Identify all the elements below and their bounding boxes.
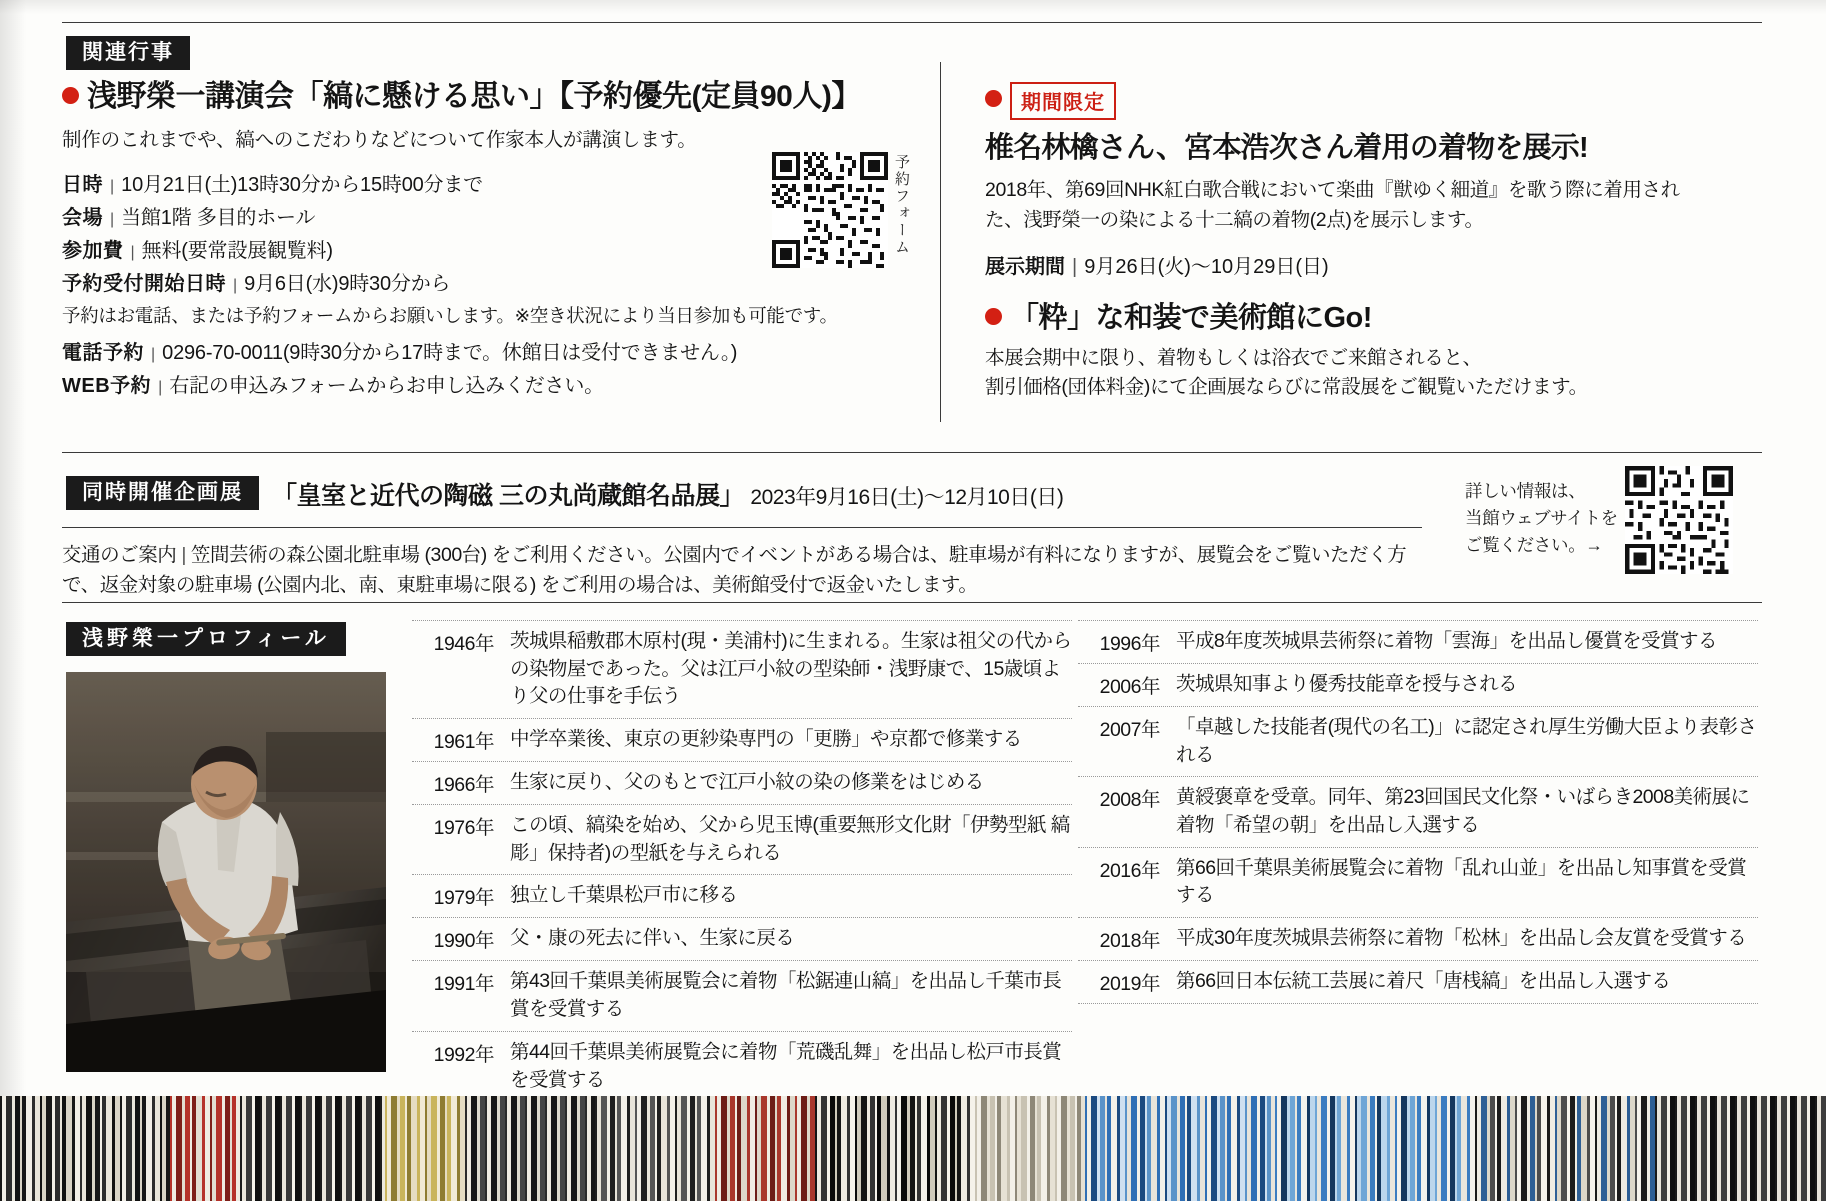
stripe-group (240, 1096, 385, 1201)
chronology-text: 第66回千葉県美術展覧会に着物「乱れ山並」を出品し知事賞を受賞する (1176, 856, 1747, 907)
stripe (1821, 1096, 1826, 1201)
website-note-line-3: ご覧ください。→ (1465, 535, 1603, 556)
chronology-year: 2006年 (1099, 676, 1160, 698)
chronology-year: 1979年 (433, 887, 494, 910)
kimono-discount-body-2: 割引価格(団体料金)にて企画展ならびに常設展をご観覧いただけます。 (985, 376, 1588, 399)
chronology-year: 2019年 (1099, 973, 1160, 996)
traffic-info (62, 540, 1427, 600)
traffic-text: 笠間芸術の森公園北駐車場 (300台) をご利用ください。公園内でイベントがある場合は、駐車場が有料になりますが、展覧会をご覧いただく方で、返金対象の駐車場 (公園内北、南、東駐車場に限る) をご利用の場合は、美術館受付で返金いたします。 (62, 544, 1407, 597)
chronology-year: 1961年 (433, 731, 494, 754)
lecture-row-fee-value: 無料(要常設展観覧料) (141, 239, 333, 262)
stripe-group (595, 1096, 715, 1201)
chronology-year: 1996年 (1099, 633, 1160, 655)
chronology-row (412, 918, 1072, 961)
lecture-row-datetime-label: 日時 (62, 173, 103, 196)
stripe-group (815, 1096, 975, 1201)
qr-code-icon (772, 152, 888, 268)
chronology-year: 1990年 (433, 930, 494, 953)
exhibit-period-value: 9月26日(火)〜10月29日(日) (1084, 255, 1329, 278)
top-divider (62, 22, 1762, 23)
lecture-row-web (62, 371, 872, 401)
chronology-year: 2008年 (1099, 789, 1160, 812)
chronology-year: 1991年 (433, 973, 494, 996)
separator: | (130, 243, 135, 261)
exhibit-badge-row (985, 82, 1685, 120)
scan-left-shadow (0, 0, 26, 1201)
chronology-year: 1966年 (433, 774, 494, 797)
lecture-row-venue-label: 会場 (62, 206, 103, 229)
column-divider (940, 62, 941, 422)
chronology-text: 独立し千葉県松戸市に移る (510, 884, 738, 907)
lecture-row-phone-value: 0296-70-0011(9時30分から17時まで。休館日は受付できません。) (162, 341, 738, 364)
exhibit-heading: 椎名林檎さん、宮本浩次さん着用の着物を展示! (985, 132, 1588, 164)
chronology-text: 父・康の死去に伴い、生家に戻る (510, 927, 795, 950)
chronology-text: 第66回日本伝統工芸展に着尺「唐桟縞」を出品し入選する (1176, 970, 1671, 993)
traffic-divider (62, 527, 1422, 528)
chronology-row (412, 719, 1072, 762)
website-note-line-1: 詳しい情報は、 (1465, 481, 1586, 501)
exhibit-body: 2018年、第69回NHK紅白歌合戦において楽曲『獣ゆく細道』を歌う際に着用された、浅野榮一の染による十二縞の着物(2点)を展示します。 (985, 179, 1680, 231)
artist-photo-image (66, 672, 386, 1072)
separator: | (1072, 255, 1078, 278)
traffic-label: 交通のご案内 (62, 544, 177, 566)
lecture-row-phone-label: 電話予約 (62, 341, 144, 364)
artist-photo (66, 672, 386, 1072)
chronology-row (1078, 848, 1758, 918)
lecture-row-reservation-start-value: 9月6日(水)9時30分から (244, 272, 451, 295)
limited-period-badge: 期間限定 (1010, 82, 1116, 120)
separator: | (151, 345, 156, 363)
lecture-row-reservation-start-label: 予約受付開始日時 (62, 272, 226, 295)
chronology-row (1078, 918, 1758, 961)
chronology-text: 「卓越した技能者(現代の名工)」に認定され厚生労働大臣より表彰される (1176, 716, 1757, 766)
lecture-row-fee (62, 236, 872, 266)
stripe-group (465, 1096, 595, 1201)
chronology-row (1078, 961, 1758, 1004)
lecture-title-text: 浅野榮一講演会「縞に懸ける思い」【予約優先(定員90人)】 (87, 80, 861, 113)
chronology-row (412, 620, 1072, 719)
lecture-row-datetime (62, 170, 872, 200)
website-note-line-2: 当館ウェブサイトを (1465, 508, 1618, 529)
chronology-text: 平成30年度茨城県芸術祭に着物「松林」を出品し会友賞を受賞する (1176, 927, 1747, 950)
kimono-discount-body-1: 本展会期中に限り、着物もしくは浴衣でご来館されると、 (985, 346, 1482, 369)
lecture-row-web-value: 右記の申込みフォームからお申し込みください。 (169, 374, 604, 397)
exhibit-period-row (985, 250, 1685, 279)
chronology-left-column (412, 620, 1072, 1102)
chronology-row (412, 875, 1072, 918)
kimono-discount-heading (985, 295, 1685, 336)
chronology-year: 2007年 (1099, 719, 1160, 741)
separator: | (158, 378, 163, 396)
lecture-row-datetime-value: 10月21日(土)13時30分から15時00分まで (121, 173, 483, 196)
kimono-discount-heading-text: 「粋」な和装で美術館にGo! (1010, 301, 1372, 334)
concurrent-exhibition-title (272, 476, 1063, 512)
chronology-year: 2018年 (1099, 930, 1160, 953)
stripe-group (1275, 1096, 1475, 1201)
chronology-year: 1946年 (433, 633, 494, 655)
chronology-row (1078, 707, 1758, 777)
chronology-text: 平成8年度茨城県芸術祭に着物「雲海」を出品し優賞を受賞する (1176, 630, 1717, 652)
exhibit-block (985, 82, 1685, 417)
chronology-text: 生家に戻り、父のもとで江戸小紋の染の修業をはじめる (510, 771, 984, 794)
lecture-row-reservation-start (62, 269, 872, 299)
lecture-row-web-label: WEB予約 (62, 374, 152, 397)
separator: | (110, 177, 115, 195)
chronology-row (1078, 664, 1758, 707)
section-tag-related-events: 関連行事 (66, 36, 190, 70)
striped-fabric-band (0, 1096, 1826, 1201)
stripe-group (170, 1096, 240, 1201)
chronology-text: 黄綬褒章を受章。同年、第23回国民文化祭・いばらき2008美術展に着物「希望の朝」を出品し入選する (1176, 786, 1750, 837)
stripe-group (715, 1096, 815, 1201)
lecture-row-venue-value: 当館1階 多目的ホール (121, 206, 316, 229)
chronology-text: 茨城県知事より優秀技能章を授与される (1176, 673, 1518, 695)
profile-divider (62, 602, 1762, 603)
chronology-row (412, 1032, 1072, 1102)
qr-code-icon (1625, 466, 1733, 574)
stripe-group (0, 1096, 170, 1201)
chronology-row (412, 961, 1072, 1031)
concurrent-exhibition-date: 2023年9月16日(土)〜12月10日(日) (750, 486, 1064, 509)
exhibit-period-label: 展示期間 (985, 255, 1065, 278)
lecture-row-phone (62, 338, 872, 368)
chronology-text: 第43回千葉県美術展覧会に着物「松鋸連山縞」を出品し千葉市長賞を受賞する (510, 970, 1062, 1021)
stripe-group (975, 1096, 1085, 1201)
chronology-text: 第44回千葉県美術展覧会に着物「荒磯乱舞」を出品し松戸市長賞を受賞する (510, 1040, 1062, 1091)
chronology-right-column (1078, 620, 1758, 1004)
chronology-text: 茨城県稲敷郡木原村(現・美浦村)に生まれる。生家は祖父の代からの染物屋であった。父は江戸小紋の型染師・浅野康で、15歳頃より父の仕事を手伝う (510, 630, 1072, 708)
chronology-row (412, 762, 1072, 805)
red-dot-icon (985, 308, 1002, 325)
chronology-text: 中学卒業後、東京の更紗染専門の「更勝」や京都で修業する (510, 728, 1022, 751)
scan-top-shadow (0, 0, 1826, 14)
stripe-group (1655, 1096, 1826, 1201)
chronology-row (412, 805, 1072, 875)
section-tag-concurrent-exhibition: 同時開催企画展 (66, 476, 259, 510)
lecture-row-fee-label: 参加費 (62, 239, 124, 262)
lecture-subtitle: 制作のこれまでや、縞へのこだわりなどについて作家本人が講演します。 (62, 128, 697, 151)
red-dot-icon (62, 87, 79, 104)
lecture-title (62, 78, 872, 116)
chronology-year: 1992年 (433, 1043, 494, 1066)
stripe-group (385, 1096, 465, 1201)
separator: | (110, 210, 115, 228)
lecture-note: 予約はお電話、または予約フォームからお願いします。※空き状況により当日参加も可能です。 (62, 304, 838, 326)
mid-divider (62, 452, 1762, 453)
reservation-qr-code[interactable] (772, 152, 888, 273)
chronology-text: この頃、縞染を始め、父から児玉博(重要無形文化財「伊勢型紙 縞彫」保持者)の型紙を与えられる (510, 814, 1070, 864)
red-dot-icon (985, 90, 1002, 107)
chronology-year: 1976年 (433, 817, 494, 840)
chronology-row (1078, 777, 1758, 847)
stripe-group (1085, 1096, 1275, 1201)
lecture-block (62, 78, 872, 404)
reservation-qr-label: 予約フォーム (893, 154, 910, 256)
separator: | (181, 544, 186, 566)
website-qr-code[interactable] (1625, 466, 1733, 579)
concurrent-exhibition-name: 「皇室と近代の陶磁 三の丸尚蔵館名品展」 (272, 482, 744, 510)
website-note (1465, 478, 1618, 559)
separator: | (233, 276, 238, 294)
lecture-row-venue (62, 203, 872, 233)
section-tag-profile: 浅野榮一プロフィール (66, 622, 346, 656)
chronology-year: 2016年 (1099, 859, 1160, 882)
chronology-row (1078, 620, 1758, 664)
stripe-group (1475, 1096, 1655, 1201)
